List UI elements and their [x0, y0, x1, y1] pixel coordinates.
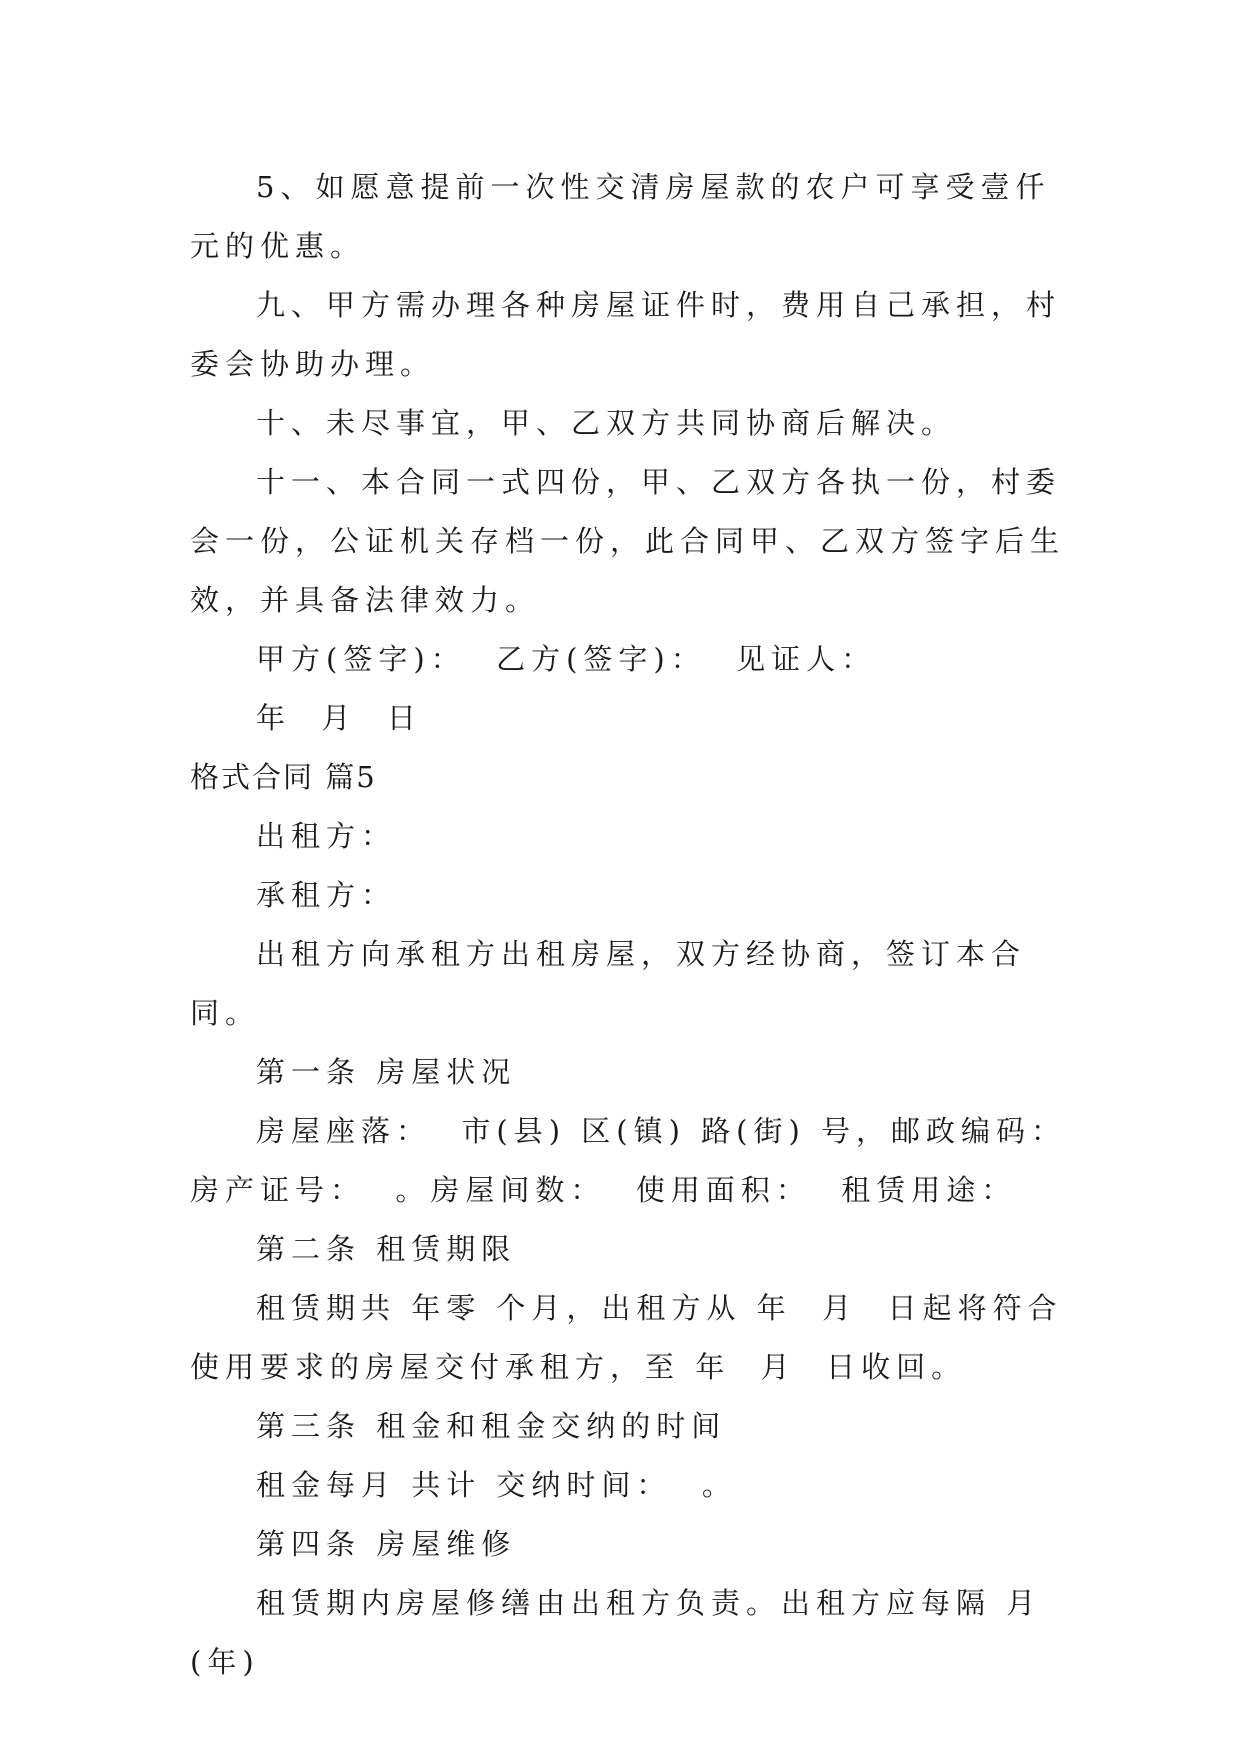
paragraph: 出租方向承租方出租房屋，双方经协商，签订本合同。 [190, 937, 1027, 1030]
paragraph: 十一、本合同一式四份，甲、乙双方各执一份，村委会一份，公证机关存档一份，此合同甲、乙双方签字后生效，并具备法律效力。 [190, 465, 1066, 617]
paragraph: 房屋座落： 市(县) 区(镇) 路(街) 号，邮政编码： 房产证号： 。房屋间数： 使用面积： 租赁用途： [190, 1114, 1097, 1207]
signature-line: 甲方(签字)： 乙方(签字)： 见证人： [256, 642, 877, 676]
paragraph: 租赁期内房屋修缮由出租方负责。出租方应每隔 月(年) [190, 1586, 1042, 1679]
paragraph: 出租方： [256, 819, 397, 853]
paragraph: 九、甲方需办理各种房屋证件时，费用自己承担，村委会协助办理。 [190, 288, 1062, 381]
article-heading: 第一条 房屋状况 [256, 1055, 517, 1089]
article-heading: 第二条 租赁期限 [256, 1232, 517, 1266]
paragraph: 承租方： [256, 878, 397, 912]
paragraph: 十、未尽事宜，甲、乙双方共同协商后解决。 [256, 406, 957, 440]
paragraph: 租金每月 共计 交纳时间： 。 [256, 1468, 737, 1502]
paragraph: 5、如愿意提前一次性交清房屋款的农户可享受壹仟元的优惠。 [190, 170, 1051, 263]
article-heading: 第三条 租金和租金交纳的时间 [256, 1409, 727, 1443]
date-line: 年 月 日 [256, 701, 422, 735]
document-page [190, 158, 1097, 1692]
section-heading: 格式合同 篇5 [190, 760, 377, 794]
paragraph: 租赁期共 年零 个月，出租方从 年 月 日起将符合使用要求的房屋交付承租方，至 年 月 日收回。 [190, 1291, 1063, 1384]
article-heading: 第四条 房屋维修 [256, 1527, 517, 1561]
